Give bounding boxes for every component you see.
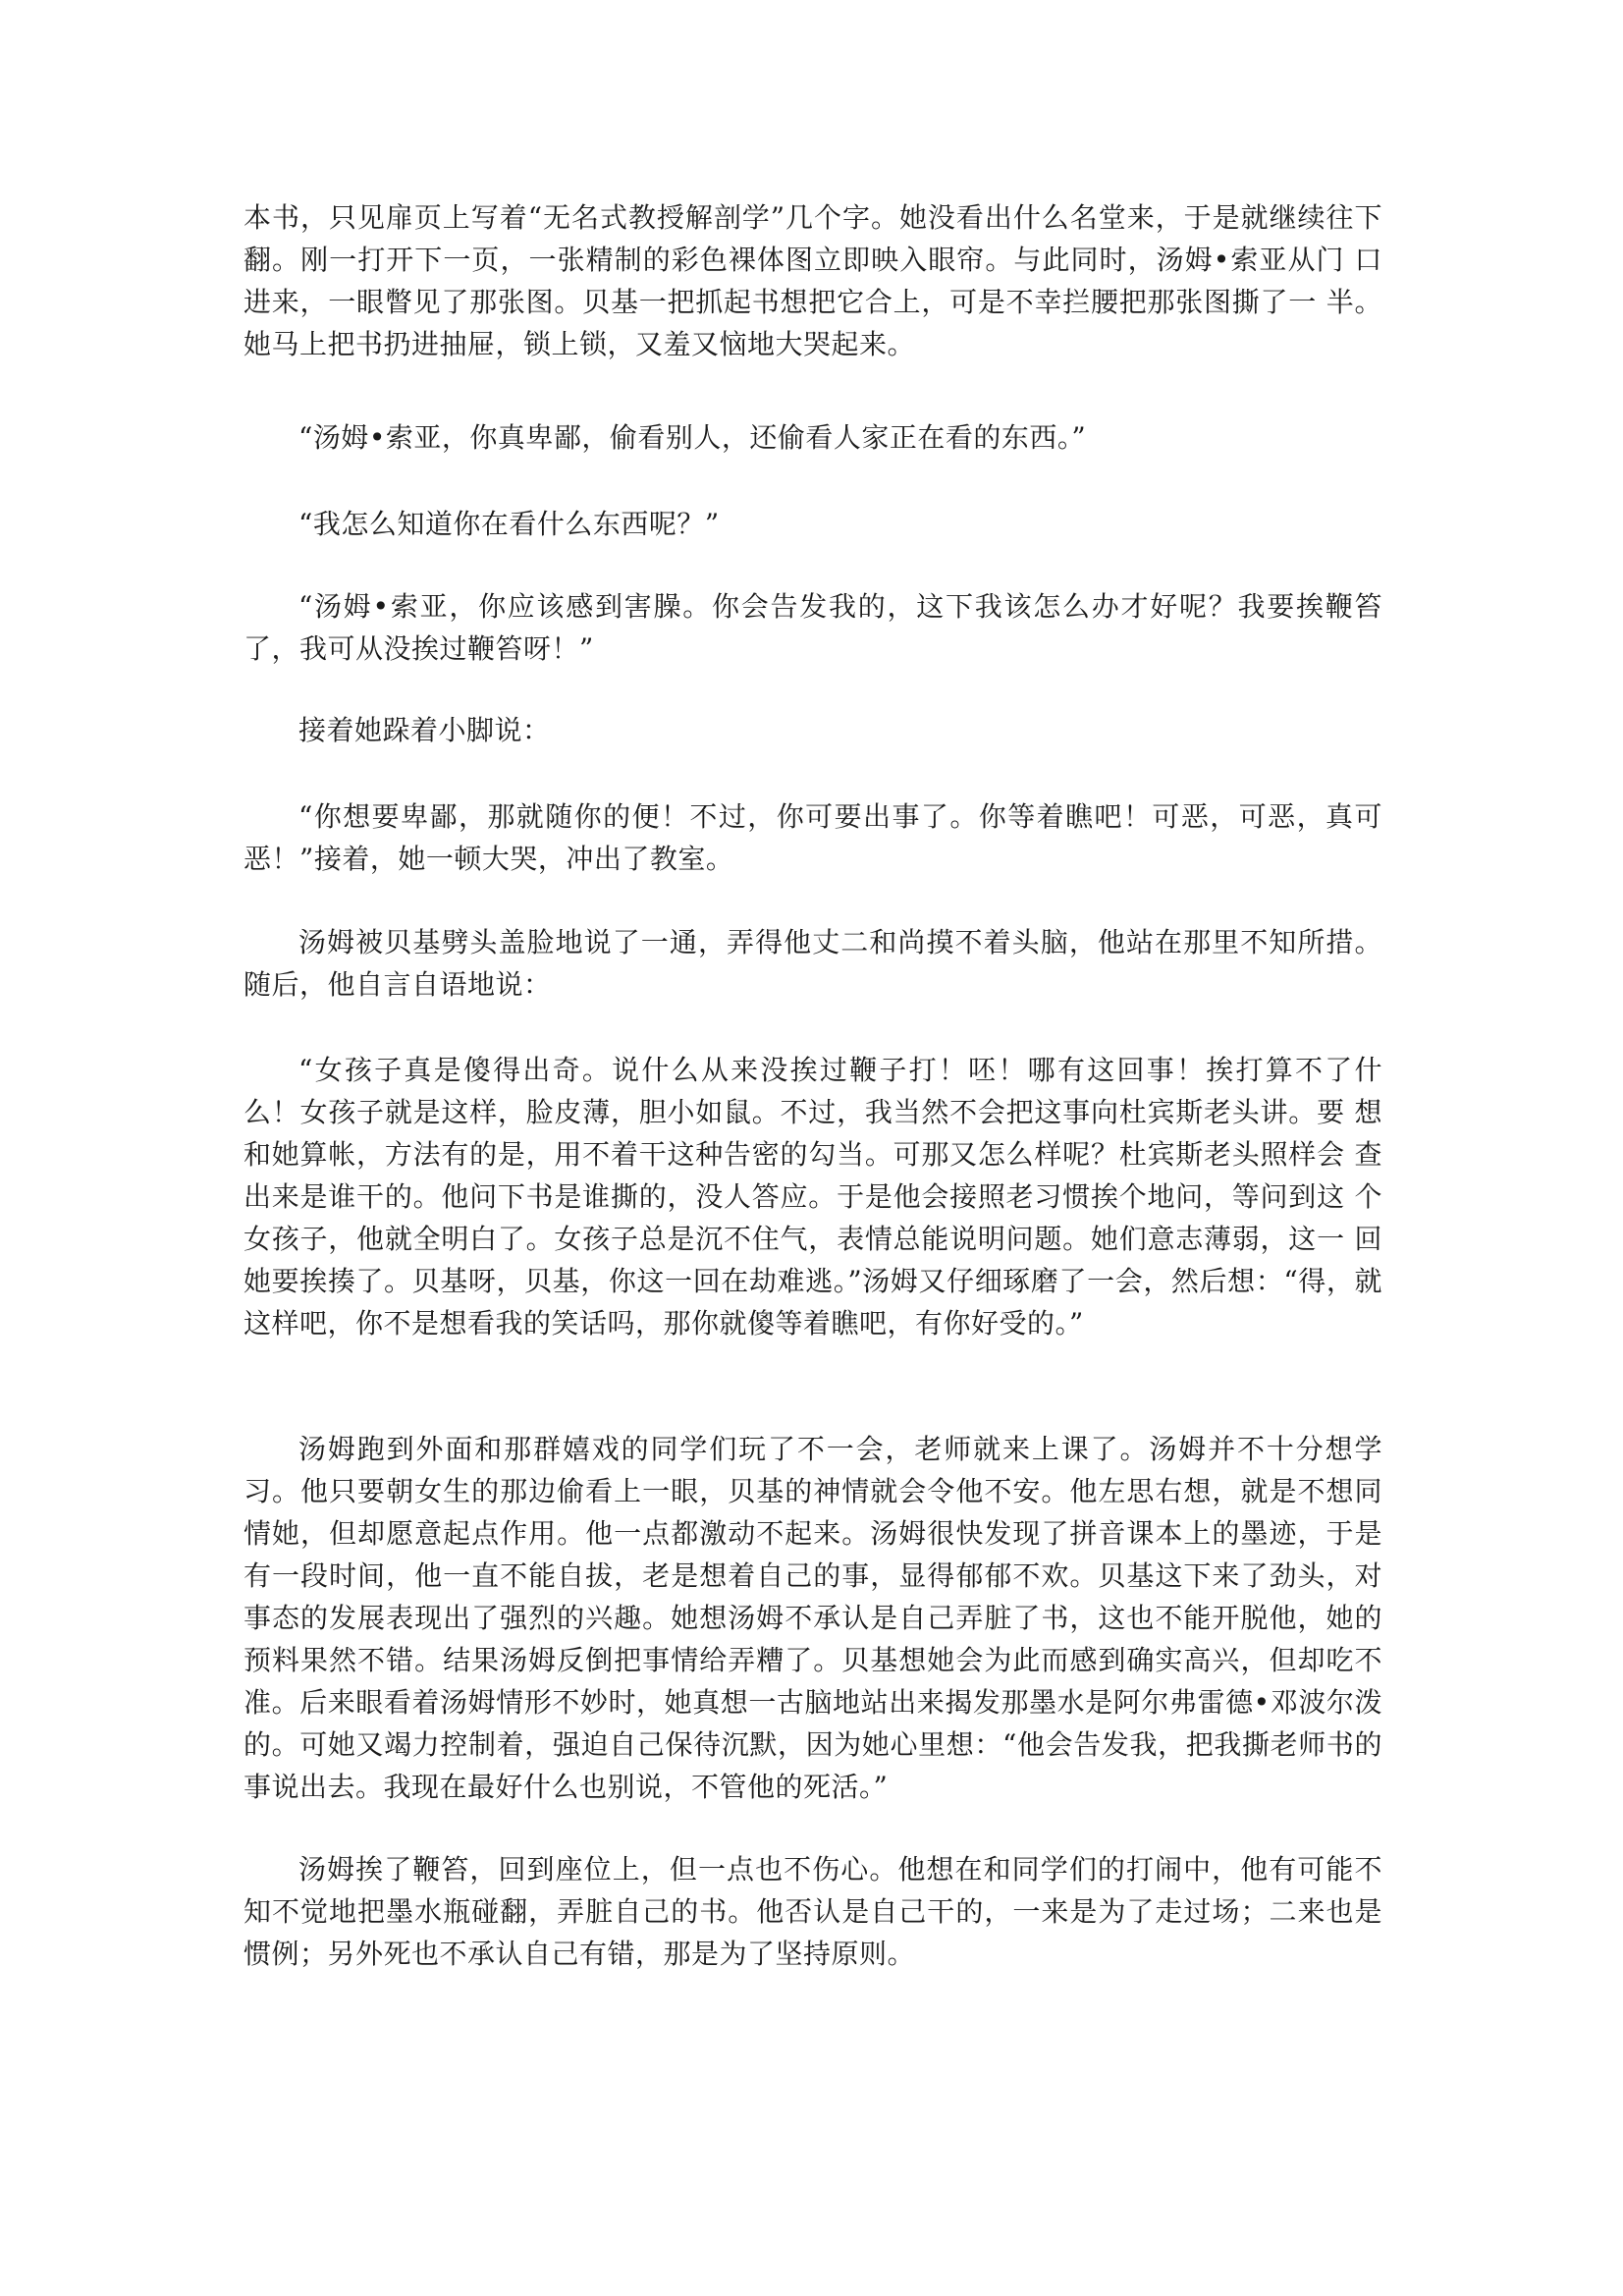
- paragraph-7: 汤姆被贝基劈头盖脸地说了一通，弄得他丈二和尚摸不着头脑，他站在那里不知所措。随后，他自言自语地说：: [243, 926, 1382, 1001]
- paragraph-6: “你想要卑鄙，那就随你的便！不过，你可要出事了。你等着瞧吧！可恶，可恶，真可恶！”接着，她一顿大哭，冲出了教室。: [243, 800, 1382, 875]
- paragraph-3: “我怎么知道你在看什么东西呢？”: [298, 508, 720, 540]
- paragraph-9: 汤姆跑到外面和那群嬉戏的同学们玩了不一会，老师就来上课了。汤姆并不十分想学习。他只要朝女生的那边偷看上一眼，贝基的神情就会令他不安。他左思右想，就是不想同情她，但却愿意起点作用。他一点都激动不起来。汤姆很快发现了拼音课本上的墨迹，于是有一段时间，他一直不能自拔，老是想着自己的事，显得郁郁不欢。贝基这下来了劲头，对事态的发展表现出了强烈的兴趣。她想汤姆不承认是自己弄脏了书，这也不能开脱他，她的预料果然不错。结果汤姆反倒把事情给弄糟了。贝基想她会为此而感到确实高兴，但却吃不准。后来眼看着汤姆情形不妙时，她真想一古脑地站出来揭发那墨水是阿尔弗雷德•邓波尔泼的。可她又竭力控制着，强迫自己保待沉默，因为她心里想：“他会告发我，把我撕老师书的事说出去。我现在最好什么也别说，不管他的死活。”: [243, 1433, 1382, 1803]
- paragraph-2: “汤姆•索亚，你真卑鄙，偷看别人，还偷看人家正在看的东西。”: [298, 421, 1087, 454]
- paragraph-1: 本书，只见扉页上写着“无名式教授解剖学”几个字。她没看出什么名堂来，于是就继续往下翻。刚一打开下一页，一张精制的彩色裸体图立即映入眼帘。与此同时，汤姆•索亚从门 口进来，一眼瞥见了那张图。贝基一把抓起书想把它合上，可是不幸拦腰把那张图撕了一 半。她马上把书扔进抽屉，锁上锁，又羞又恼地大哭起来。: [243, 201, 1382, 360]
- paragraph-10: 汤姆挨了鞭笞，回到座位上，但一点也不伤心。他想在和同学们的打闹中，他有可能不知不觉地把墨水瓶碰翻，弄脏自己的书。他否认是自己干的，一来是为了走过场；二来也是惯例；另外死也不承认自己有错，那是为了坚持原则。: [243, 1853, 1382, 1970]
- paragraph-4: “汤姆•索亚，你应该感到害臊。你会告发我的，这下我该怎么办才好呢？我要挨鞭笞了，我可从没挨过鞭笞呀！”: [243, 590, 1382, 665]
- paragraph-8: “女孩子真是傻得出奇。说什么从来没挨过鞭子打！呸！哪有这回事！挨打算不了什 么！女孩子就是这样，脸皮薄，胆小如鼠。不过，我当然不会把这事向杜宾斯老头讲。要 想和她算帐，方法有的是，用不着干这种告密的勾当。可那又怎么样呢？杜宾斯老头照样会 查出来是谁干的。他问下书是谁撕的，没人答应。于是他会接照老习惯挨个地问，等问到这 个女孩子，他就全明白了。女孩子总是沉不住气，表情总能说明问题。她们意志薄弱，这一 回她要挨揍了。贝基呀，贝基，你这一回在劫难逃。”汤姆又仔细琢磨了一会，然后想：“得，就这样吧，你不是想看我的笑话吗，那你就傻等着瞧吧，有你好受的。”: [243, 1054, 1382, 1339]
- paragraph-5: 接着她跺着小脚说：: [298, 714, 551, 746]
